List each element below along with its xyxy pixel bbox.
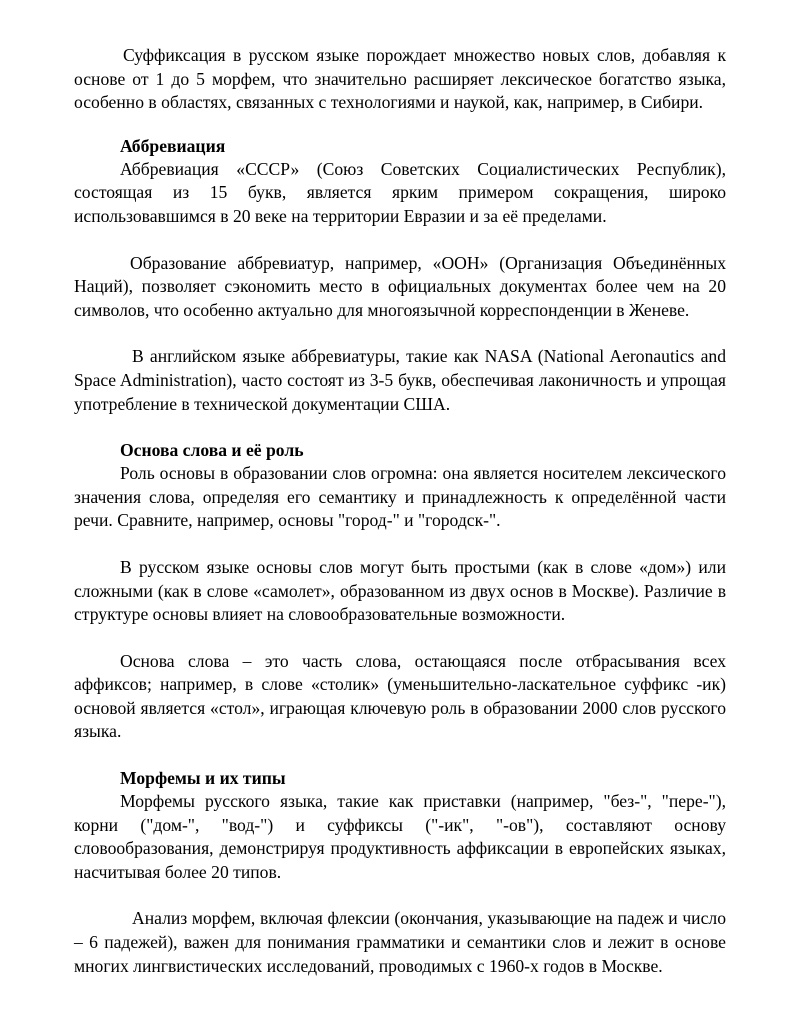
paragraph-ussr: Аббревиация «СССР» (Союз Советских Социалистических Республик), состоящая из 15 букв, является ярким примером сокращения, широко использовавшимся в 20 веке на территории Евразии и за её пределами. bbox=[74, 158, 726, 226]
spacer bbox=[74, 884, 726, 907]
heading-word-stem: Основа слова и её роль bbox=[120, 440, 304, 461]
heading-abbreviation: Аббревиация bbox=[120, 135, 226, 156]
spacer bbox=[74, 416, 726, 439]
spacer bbox=[74, 322, 726, 345]
spacer bbox=[74, 627, 726, 650]
paragraph-nasa: В английском языке аббревиатуры, такие как NASA (National Aeronautics and Space Administration), часто состоят из 3-5 букв, обеспечивая лаконичность и упрощая употребление в технической документации США. bbox=[74, 346, 726, 414]
spacer bbox=[74, 744, 726, 767]
paragraph-morpheme-analysis: Анализ морфем, включая флексии (окончания, указывающие на падеж и число – 6 падежей), важен для понимания грамматики и семантики слов и лежит в основе многих лингвистических исследований, проводимых с 1960-х годов в Москве. bbox=[74, 908, 726, 976]
paragraph-stem-definition: Основа слова – это часть слова, остающаяся после отбрасывания всех аффиксов; например, в слове «столик» (уменьшительно-ласкательное суффикс -ик) основой является «стол», играющая ключевую роль в образовании 2000 слов русского языка. bbox=[74, 650, 726, 742]
paragraph-morpheme-types: Морфемы русского языка, такие как приставки (например, "без-", "пере-"), корни ("дом-", "вод-") и суффиксы ("-ик", "-ов"), составляют основу словообразования, демонстрируя продуктивность аффиксации в европейских языках, насчитывая более 20 типов. bbox=[74, 791, 726, 882]
paragraph-suffixation: Суффиксация в русском языке порождает множество новых слов, добавляя к основе от 1 до 5 морфем, что значительно расширяет лексическое богатство языка, особенно в областях, связанных с технологиями и наукой, как, например, в Сибири. bbox=[74, 45, 726, 113]
document-page bbox=[74, 44, 726, 978]
paragraph-un: Образование аббревиатур, например, «ООН» (Организация Объединённых Наций), позволяет сэкономить место в официальных документах более чем на 20 символов, что особенно актуально для многоязычной корреспонденции в Женеве. bbox=[74, 252, 726, 320]
heading-morphemes: Морфемы и их типы bbox=[120, 768, 286, 789]
paragraph-stem-role: Роль основы в образовании слов огромна: она является носителем лексического значения слова, определяя его семантику и принадлежность к определённой части речи. Сравните, например, основы "город-" и "городск-". bbox=[74, 463, 726, 531]
paragraph-stem-types: В русском языке основы слов могут быть простыми (как в слове «дом») или сложными (как в слове «самолет», образованном из двух основ в Москве). Различие в структуре основы влияет на словообразовательные возможности. bbox=[74, 556, 726, 625]
spacer bbox=[74, 229, 726, 252]
spacer bbox=[74, 115, 726, 135]
spacer bbox=[74, 533, 726, 556]
